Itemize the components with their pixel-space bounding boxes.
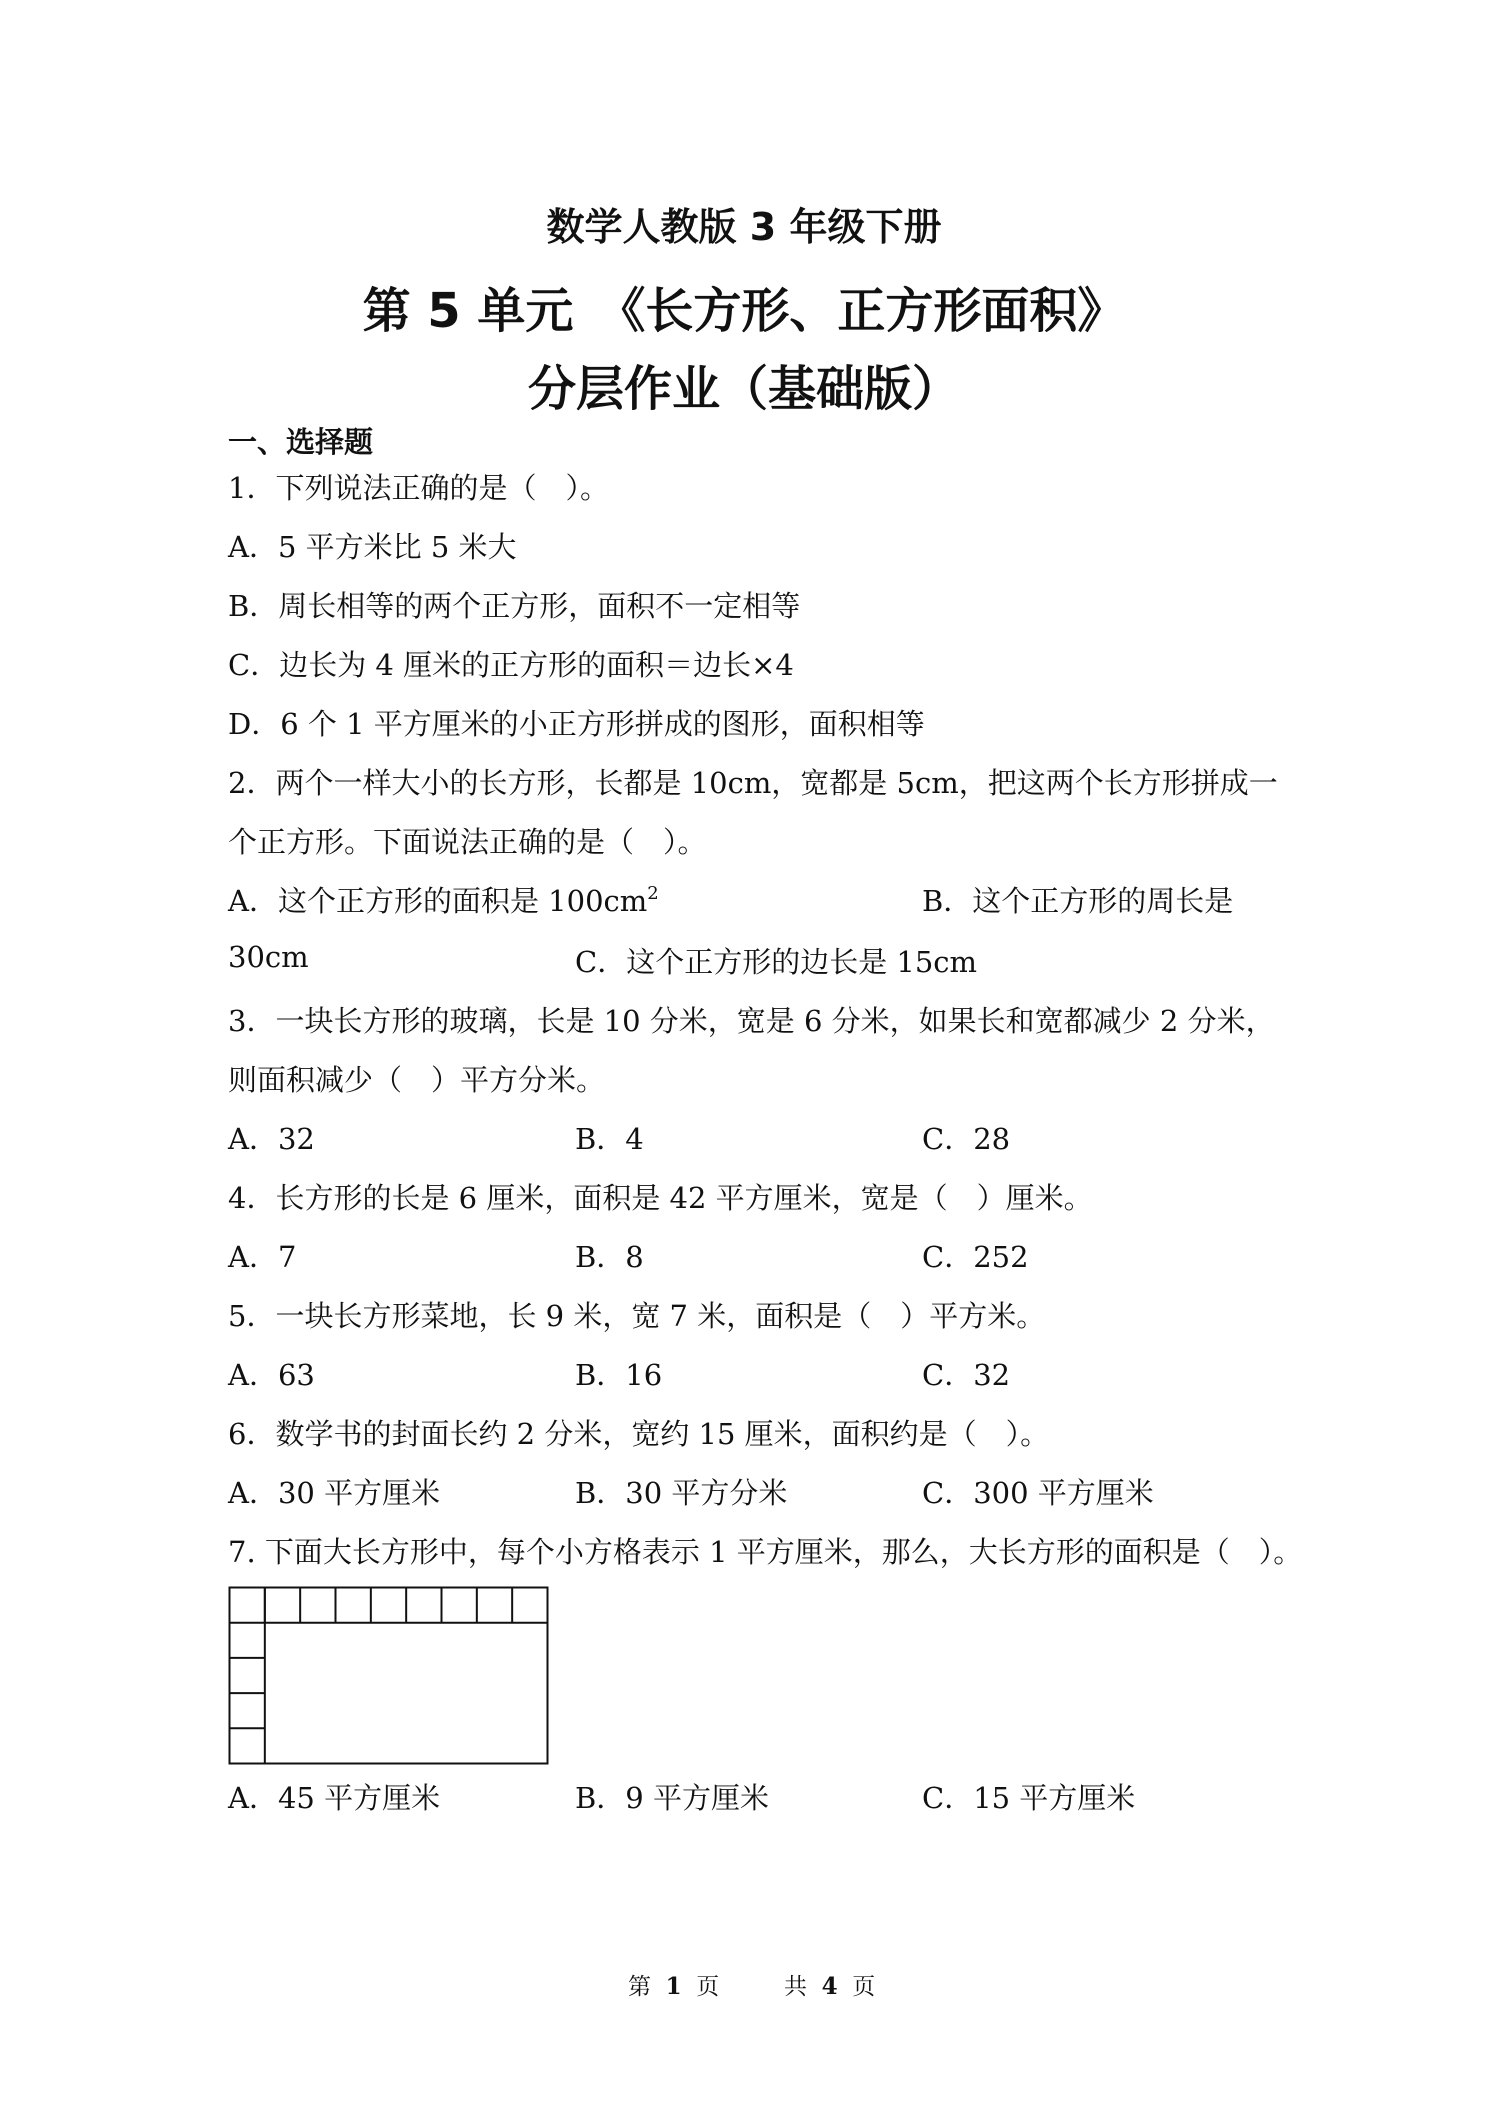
question-2-option-a xyxy=(228,879,659,920)
question-2-option-c: C．这个正方形的边长是 15cm xyxy=(575,945,978,979)
rectangle-grid-figure xyxy=(228,1586,550,1766)
question-5-option-b: B．16 xyxy=(575,1358,663,1392)
title-unit: 第 5 单元 《长方形、正方形面积》 xyxy=(362,283,1126,339)
page-total xyxy=(784,1968,875,2001)
question-3-option-c: C．28 xyxy=(922,1122,1011,1156)
question-5-option-c: C．32 xyxy=(922,1358,1011,1392)
page-number xyxy=(628,1968,719,2001)
question-2-text-line2: 个正方形。下面说法正确的是（ ）。 xyxy=(228,825,707,859)
question-4-option-a: A．7 xyxy=(228,1240,297,1274)
section-heading: 一、选择题 xyxy=(228,425,374,459)
question-1-option-c: C．边长为 4 厘米的正方形的面积＝边长×4 xyxy=(228,648,794,682)
square-unit-superscript: 2 xyxy=(647,883,659,904)
grid-lines xyxy=(230,1588,548,1764)
title-textbook: 数学人教版 3 年级下册 xyxy=(546,205,942,249)
question-7-text: 7. 下面大长方形中，每个小方格表示 1 平方厘米，那么，大长方形的面积是（ ）。 xyxy=(228,1535,1303,1569)
question-5-option-a: A．63 xyxy=(228,1358,315,1392)
total-page-number: 4 xyxy=(821,1973,838,2000)
question-5-text: 5．一块长方形菜地，长 9 米，宽 7 米，面积是（ ）平方米。 xyxy=(228,1299,1046,1333)
question-1-option-d: D．6 个 1 平方厘米的小正方形拼成的图形，面积相等 xyxy=(228,707,925,741)
question-6-text: 6．数学书的封面长约 2 分米，宽约 15 厘米，面积约是（ ）。 xyxy=(228,1417,1050,1451)
question-2-option-b-continued: 30cm xyxy=(228,940,309,974)
title-subtitle: 分层作业（基础版） xyxy=(527,361,960,417)
total-suffix: 页 xyxy=(852,1974,876,2000)
question-3-text-line2: 则面积减少（ ）平方分米。 xyxy=(228,1063,606,1097)
question-1-text: 1．下列说法正确的是（ ）。 xyxy=(228,471,609,505)
question-2-option-b: B．这个正方形的周长是 xyxy=(922,884,1234,918)
question-6-option-a: A．30 平方厘米 xyxy=(228,1476,441,1510)
question-7-option-b: B．9 平方厘米 xyxy=(575,1781,769,1815)
question-7-option-a: A．45 平方厘米 xyxy=(228,1781,441,1815)
question-3-text-line1: 3．一块长方形的玻璃，长是 10 分米，宽是 6 分米，如果长和宽都减少 2 分米， xyxy=(228,1004,1275,1038)
question-6-option-c: C．300 平方厘米 xyxy=(922,1476,1154,1510)
question-4-option-b: B．8 xyxy=(575,1240,644,1274)
question-3-option-a: A．32 xyxy=(228,1122,315,1156)
question-2-option-a-text: A．这个正方形的面积是 100cm xyxy=(228,884,648,918)
question-4-option-c: C．252 xyxy=(922,1240,1029,1274)
page-prefix: 第 xyxy=(628,1974,651,2000)
total-prefix: 共 xyxy=(784,1974,807,2000)
question-4-text: 4．长方形的长是 6 厘米，面积是 42 平方厘米，宽是（ ）厘米。 xyxy=(228,1181,1093,1215)
big-rectangle-outline xyxy=(230,1588,548,1764)
question-1-option-b: B．周长相等的两个正方形，面积不一定相等 xyxy=(228,589,801,623)
current-page-number: 1 xyxy=(665,1973,682,2000)
page-suffix: 页 xyxy=(696,1974,720,2000)
question-2-text-line1: 2．两个一样大小的长方形，长都是 10cm，宽都是 5cm，把这两个长方形拼成一 xyxy=(228,766,1278,800)
question-7-option-c: C．15 平方厘米 xyxy=(922,1781,1136,1815)
question-3-option-b: B．4 xyxy=(575,1122,644,1156)
question-1-option-a: A．5 平方米比 5 米大 xyxy=(228,530,517,564)
question-6-option-b: B．30 平方分米 xyxy=(575,1476,788,1510)
